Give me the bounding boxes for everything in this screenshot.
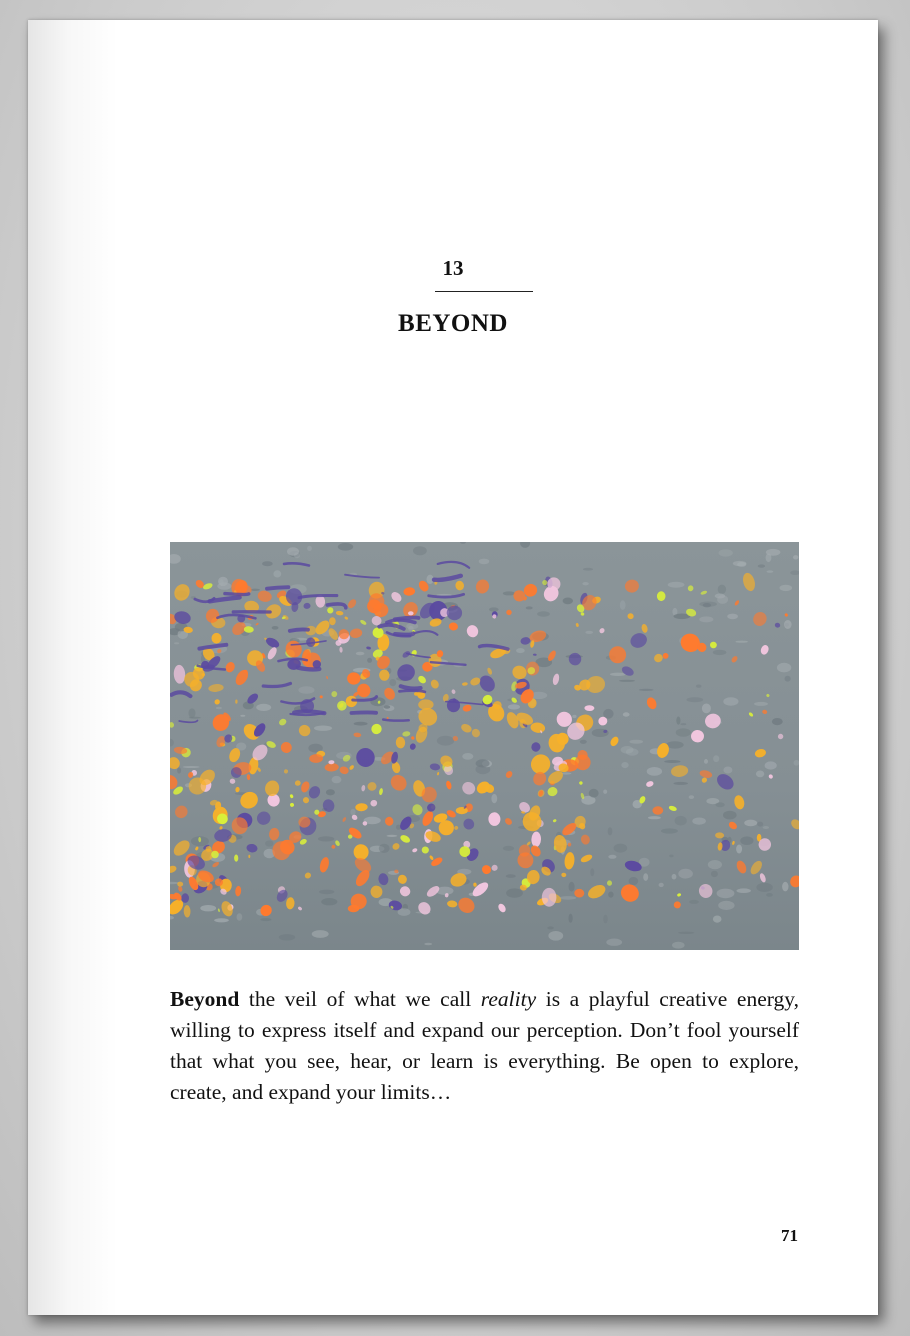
chapter-divider [435, 291, 533, 292]
paragraph-text-1: the veil of what we call [239, 987, 481, 1011]
paragraph-text-2: is a playful creative energy, willing to express itself and expand our perception. Don’t fool yourself that what you see, hear, or learn is everything. Be open to explore, create, and expand your limits… [170, 987, 799, 1104]
emphasized-word: reality [480, 987, 537, 1011]
chapter-title: BEYOND [398, 310, 508, 337]
lead-word: Beyond [170, 987, 240, 1011]
chapter-number: 13 [442, 256, 464, 280]
page-number: 71 [781, 1226, 798, 1245]
abstract-painting [170, 542, 799, 950]
book-page [28, 20, 878, 1315]
chapter-paragraph [170, 984, 799, 1108]
